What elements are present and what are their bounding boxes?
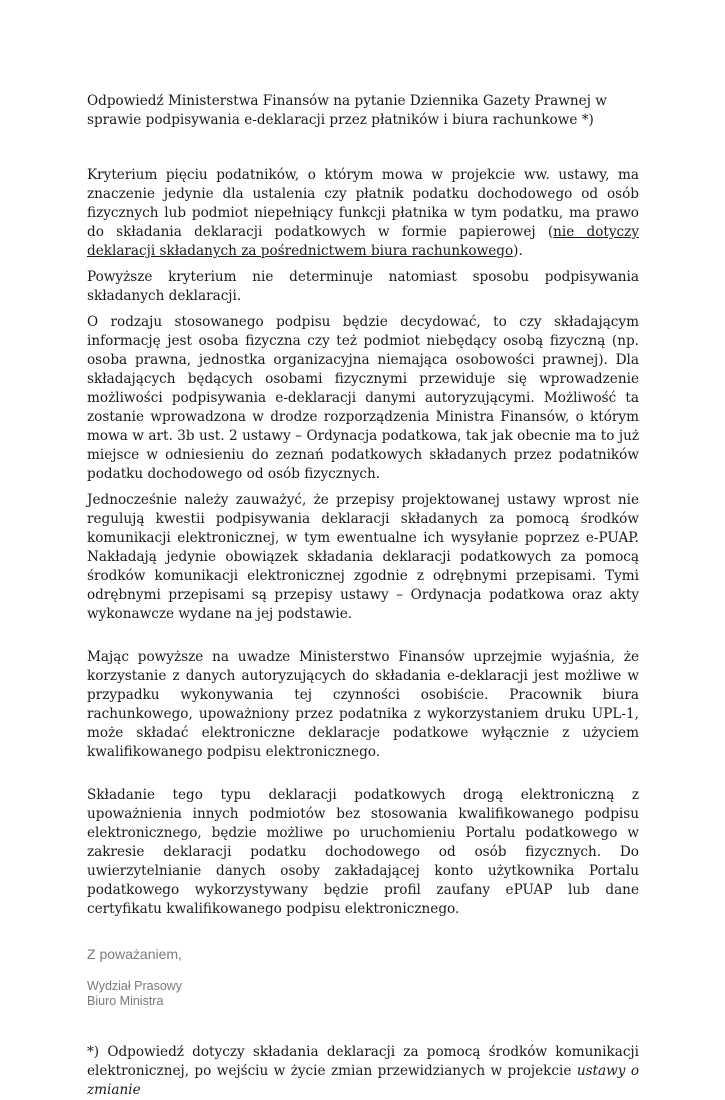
paragraph-5: Mając powyższe na uwadze Ministerstwo Finansów uprzejmie wyjaśnia, że korzystanie z danych autoryzujących do składania e-deklaracji jest możliwe w przypadku wykonywania tej czynności osobiście. Pracownik biura rachunkowego, upoważniony przez podatnika z wykorzystaniem druku UPL-1, może składać elektroniczne deklaracje podatkowe wyłącznie z użyciem kwalifikowanego podpisu elektronicznego.	[87, 649, 639, 760]
footnote	[87, 1043, 639, 1100]
signature-block	[87, 979, 639, 1009]
paragraph-1	[87, 166, 639, 261]
document-title: Odpowiedź Ministerstwa Finansów na pytanie Dziennika Gazety Prawnej w sprawie podpisywania e-deklaracji przez płatników i biura rachunkowe *)	[87, 93, 607, 128]
paragraph-1-text: Kryterium pięciu podatników, o którym mowa w projekcie ww. ustawy, ma znaczenie jedynie dla ustalenia czy płatnik podatku dochodowego od osób fizycznych lub podmiot niepełniący funkcji płatnika w tym podatku, ma prawo do składania deklaracji podatkowych w formie papierowej (	[87, 167, 639, 240]
paragraph-6: Składanie tego typu deklaracji podatkowych drogą elektroniczną z upoważnienia innych podmiotów bez stosowania kwalifikowanego podpisu elektronicznego, będzie możliwe po uruchomieniu Portalu podatkowego w zakresie deklaracji podatku dochodowego od osób fizycznych. Do uwierzytelnianie danych osoby zakładającej konto użytkownika Portalu podatkowego wykorzystywany będzie profil zaufany ePUAP lub dane certyfikatu kwalifikowanego podpisu elektronicznego.	[87, 787, 639, 917]
paragraph-4: Jednocześnie należy zauważyć, że przepisy projektowanej ustawy wprost nie regulują kwestii podpisywania deklaracji składanych za pomocą środków komunikacji elektronicznej, w tym ewentualne ich wysyłanie poprzez e-PUAP. Nakładają jedynie obowiązek składania deklaracji podatkowych za pomocą środków komunikacji elektronicznej zgodnie z odrębnymi przepisami. Tymi odrębnymi przepisami są przepisy ustawy – Ordynacja podatkowa oraz akty wykonawcze wydane na jej podstawie.	[87, 492, 639, 622]
paragraph-1-end: ).	[513, 243, 523, 259]
document-page	[87, 92, 639, 1100]
paragraph-3: O rodzaju stosowanego podpisu będzie decydować, to czy składającym informację jest osoba fizyczna czy też podmiot niebędący osobą fizyczną (np. osoba prawna, jednostka organizacyjna niemająca osobowości prawnej). Dla składających będących osobami fizycznymi przewiduje się wprowadzenie możliwości podpisywania e-deklaracji danymi autoryzującymi. Możliwość ta zostanie wprowadzona w drodze rozporządzenia Ministra Finansów, o którym mowa w art. 3b ust. 2 ustawy – Ordynacja podatkowa, tak jak obecnie ma to już miejsce w odniesieniu do zeznań podatkowych składanych przez podatników podatku dochodowego od osób fizycznych.	[87, 314, 639, 482]
footnote-italic: ustawy o zmianie	[87, 1063, 640, 1098]
signature-department: Wydział Prasowy	[87, 979, 183, 993]
signature-office: Biuro Ministra	[87, 994, 164, 1008]
closing-regards: Z poważaniem,	[87, 946, 182, 962]
footnote-text: *) Odpowiedź dotyczy składania deklaracji za pomocą środków komunikacji elektronicznej, po wejściu w życie zmian przewidzianych w projekcie	[87, 1044, 639, 1079]
paragraph-2: Powyższe kryterium nie determinuje natomiast sposobu podpisywania składanych deklaracji.	[87, 269, 639, 304]
paragraph-1-underlined: nie dotyczy deklaracji składanych za pośrednictwem biura rachunkowego	[87, 224, 640, 259]
